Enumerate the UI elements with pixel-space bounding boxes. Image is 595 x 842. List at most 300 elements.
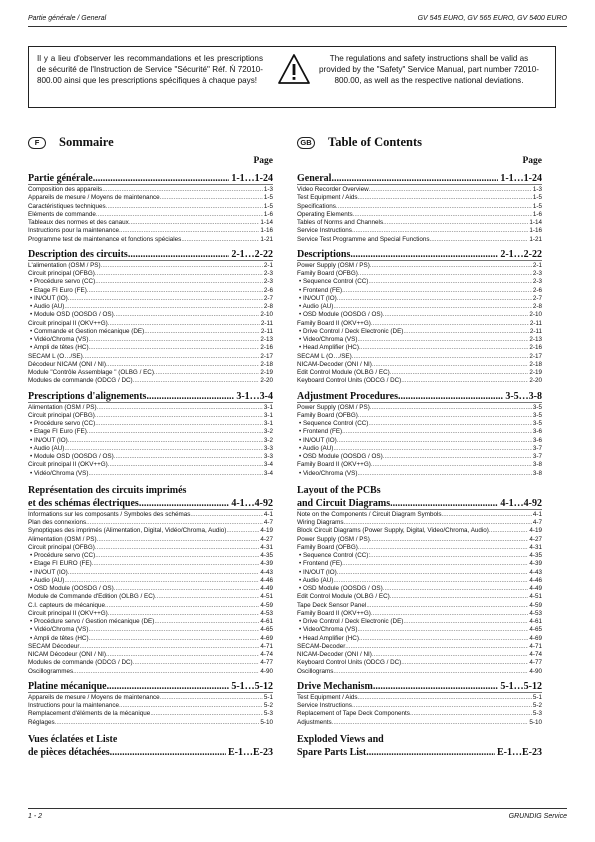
- dot-leader: [331, 173, 498, 184]
- entry-title: Tableaux des normes et des canaux: [28, 219, 129, 226]
- entry-page: 2-3: [532, 270, 542, 277]
- section-items: [297, 510, 542, 676]
- toc-entry: [28, 643, 273, 651]
- dot-leader: [190, 511, 263, 519]
- entry-title: • Vidéo/Chroma (VS): [30, 336, 89, 343]
- toc-section: [297, 391, 542, 478]
- section-page-range: 4-1…4-92: [500, 497, 542, 509]
- entry-page: 2-8: [263, 303, 273, 310]
- entry-title: • Audio (AU): [299, 444, 334, 452]
- entry-page: 4-69: [260, 634, 273, 642]
- dot-leader: [88, 336, 259, 344]
- entry-page: 3-4: [263, 469, 273, 477]
- toc-entry: [28, 445, 273, 453]
- section-title: Spare Parts List: [297, 746, 367, 758]
- dot-leader: [336, 203, 532, 211]
- section-title: Description des circuits: [28, 248, 128, 260]
- entry-title: • IN/OUT (IO): [30, 294, 68, 302]
- page-footer: [28, 808, 567, 822]
- toc-entry: [297, 287, 542, 295]
- entry-page: 3-5: [532, 420, 542, 427]
- entry-page: 2-20: [529, 377, 542, 385]
- entry-page: 2-17: [260, 352, 273, 360]
- toc-entry: [297, 511, 542, 519]
- toc-entry: [297, 262, 542, 270]
- entry-page: 1-14: [260, 219, 273, 226]
- entry-page: 2-3: [532, 278, 542, 286]
- toc-entry: [297, 544, 542, 552]
- entry-title: Circuit principal (OFBG): [28, 270, 95, 277]
- dot-leader: [89, 635, 260, 643]
- dot-leader: [333, 303, 531, 311]
- toc-entry: [28, 420, 273, 428]
- safety-warning-box: [28, 46, 556, 108]
- toc-entry: [28, 593, 273, 601]
- toc-entry: [297, 668, 542, 676]
- dot-leader: [332, 719, 529, 727]
- entry-page: 5-1: [532, 693, 542, 701]
- language-badge: GB: [297, 137, 315, 149]
- toc-entry: [28, 585, 273, 593]
- entry-page: 4-7: [532, 519, 542, 526]
- language-badge: F: [28, 137, 46, 149]
- entry-title: Service Instructions: [297, 702, 352, 709]
- entry-title: Family Board (OFBG): [297, 543, 358, 551]
- dot-leader: [442, 511, 532, 519]
- toc-column-english: [297, 136, 542, 759]
- dot-leader: [107, 681, 230, 692]
- safety-warning-fr: Il y a lieu d'observer les recommandations et les prescriptions de sécurité de l'Instruction de Service "Sécurité" Réf. Ń 72010-800.00 ainsi que les prescriptions spécifiques à chaque pays!: [37, 54, 263, 85]
- dot-leader: [358, 194, 532, 202]
- toc-entry: [297, 428, 542, 436]
- entry-title: Composition des appareils: [28, 186, 103, 193]
- toc-title: Sommaire: [59, 135, 114, 149]
- dot-leader: [383, 585, 529, 593]
- dot-leader: [73, 668, 259, 676]
- entry-title: • Procédure servo / Gestion mécanique (DE): [30, 618, 155, 625]
- entry-page: 1-5: [263, 202, 273, 210]
- dot-leader: [371, 461, 532, 469]
- entry-page: 2-20: [260, 377, 273, 385]
- toc-entry: [28, 659, 273, 667]
- dot-leader: [150, 710, 263, 718]
- dot-leader: [226, 527, 259, 535]
- toc-entry: [28, 694, 273, 702]
- section-page-range: 2-1…2-22: [500, 248, 542, 260]
- section-heading: [28, 747, 273, 759]
- entry-title: L'alimentation (OSM / PS): [28, 261, 101, 269]
- entry-title: • Vidéo/Chroma (VS): [30, 626, 89, 634]
- entry-page: 3-7: [532, 453, 542, 460]
- dot-leader: [97, 536, 260, 544]
- entry-title: • Etage FI Euro (FE): [30, 286, 87, 294]
- entry-title: • Procédure servo (CC): [30, 278, 96, 286]
- entry-page: 4-53: [529, 609, 542, 617]
- entry-title: Modules de commande (ODCG / DC): [28, 377, 133, 385]
- dot-leader: [102, 186, 263, 194]
- entry-title: Modules de commande (ODCG / DC): [28, 659, 133, 667]
- entry-page: 1-21: [529, 235, 542, 243]
- dot-leader: [114, 453, 263, 461]
- entry-page: 1-6: [532, 210, 542, 218]
- entry-title: • IN/OUT (IO): [30, 436, 68, 444]
- section-page-range: E-1…E-23: [497, 746, 542, 758]
- dot-leader: [119, 227, 259, 235]
- entry-title: • Video/Chroma (VS): [299, 626, 358, 634]
- entry-page: 3-3: [263, 453, 273, 460]
- entry-title: Instructions pour la maintenance: [28, 227, 120, 235]
- entry-page: 4-74: [529, 651, 542, 658]
- entry-title: Plan des connexions: [28, 519, 87, 526]
- entry-title: Circuit principal II (OKV++G): [28, 319, 108, 327]
- warning-triangle-icon: [277, 53, 311, 85]
- toc-entry: [28, 377, 273, 385]
- entry-title: Programme test de maintenance et fonctions spéciales: [28, 235, 182, 243]
- dot-leader: [146, 391, 234, 402]
- toc-entry: [297, 186, 542, 194]
- entry-page: 4-1: [263, 510, 273, 518]
- section-heading: [297, 498, 542, 510]
- entry-page: 3-6: [532, 428, 542, 436]
- toc-entry: [28, 311, 273, 319]
- entry-title: • OSD Module (OOSDG / OS): [299, 585, 383, 592]
- toc-entry: [28, 336, 273, 344]
- entry-page: 5-3: [263, 710, 273, 718]
- entry-title: • Ampli de têtes (HC): [30, 344, 89, 352]
- toc-entry: [28, 544, 273, 552]
- entry-title: Operating Elements: [297, 210, 353, 218]
- entry-title: Test Equipment / Aids: [297, 693, 358, 701]
- section-page-range: 1-1…1-24: [500, 173, 542, 184]
- entry-title: • Head Amplifier (HC): [299, 634, 359, 642]
- entry-title: • OSD Module (OOSDG / OS): [30, 585, 114, 592]
- entry-page: 4-46: [260, 576, 273, 584]
- toc-entry: [28, 437, 273, 445]
- toc-entry: [297, 694, 542, 702]
- toc-entry: [297, 336, 542, 344]
- toc-entry: [297, 270, 542, 278]
- entry-page: 4-27: [260, 535, 273, 543]
- entry-title: • Audio (AU): [30, 444, 65, 452]
- toc-entry: [28, 194, 273, 202]
- entry-page: 4-31: [529, 543, 542, 551]
- entry-page: 3-5: [532, 403, 542, 411]
- entry-page: 4-74: [260, 651, 273, 658]
- dot-leader: [368, 420, 531, 428]
- toc-entry: [28, 618, 273, 626]
- toc-entry: [28, 203, 273, 211]
- dot-leader: [95, 270, 263, 278]
- section-page-range: 5-1…5-12: [231, 680, 273, 692]
- entry-page: 2-11: [260, 319, 273, 327]
- entry-page: 5-2: [532, 702, 542, 709]
- entry-title: • Procédure servo (CC): [30, 420, 96, 427]
- dot-leader: [95, 412, 263, 420]
- dot-leader: [95, 552, 259, 560]
- entry-title: Power Supply (OSM / PS): [297, 403, 370, 411]
- entry-page: 3-2: [263, 436, 273, 444]
- toc-entry: [28, 278, 273, 286]
- toc-entry: [28, 651, 273, 659]
- entry-title: • Procédure servo (CC): [30, 552, 96, 559]
- toc-entry: [28, 412, 273, 420]
- dot-leader: [350, 249, 498, 260]
- toc-entry: [297, 602, 542, 610]
- entry-title: Replacement of Tape Deck Components: [297, 710, 410, 718]
- dot-leader: [337, 569, 529, 577]
- dot-leader: [68, 295, 263, 303]
- dot-leader: [370, 404, 532, 412]
- dot-leader: [383, 311, 529, 319]
- dot-leader: [155, 593, 260, 601]
- entry-page: 1-3: [263, 186, 273, 193]
- toc-section: [28, 249, 273, 386]
- dot-leader: [358, 270, 532, 278]
- dot-leader: [108, 610, 260, 618]
- dot-leader: [119, 702, 263, 710]
- toc-entry: [297, 377, 542, 385]
- entry-title: • Drive Control / Deck Electronic (DE): [299, 327, 404, 335]
- entry-page: 1-5: [532, 194, 542, 202]
- entry-title: • Head Amplifier (HC): [299, 344, 359, 352]
- section-heading: [28, 498, 273, 510]
- entry-page: 4-69: [529, 634, 542, 642]
- entry-title: NICAM-Decoder (ONI / NI): [297, 360, 372, 368]
- entry-page: 2-11: [529, 327, 542, 335]
- toc-entry: [28, 344, 273, 352]
- dot-leader: [97, 404, 263, 412]
- entry-page: 1-6: [263, 210, 273, 218]
- dot-leader: [345, 643, 528, 651]
- entry-page: 2-1: [532, 261, 542, 269]
- toc-entry: [297, 344, 542, 352]
- dot-leader: [68, 437, 263, 445]
- entry-page: 4-19: [529, 527, 542, 535]
- entry-title: Appareils de mesure / Moyens de maintenance: [28, 194, 160, 202]
- dot-leader: [105, 602, 259, 610]
- entry-page: 1-5: [263, 194, 273, 202]
- dot-leader: [369, 186, 532, 194]
- dot-leader: [106, 361, 259, 369]
- entry-title: Module de Commande d'Edition (OLBG / EC): [28, 593, 155, 601]
- dot-leader: [390, 593, 529, 601]
- toc-entry: [297, 278, 542, 286]
- toc-entry: [297, 643, 542, 651]
- entry-page: 4-59: [529, 601, 542, 609]
- dot-leader: [79, 643, 259, 651]
- toc-entry: [28, 361, 273, 369]
- entry-title: • Etage FI Euro (FE): [30, 428, 87, 436]
- entry-page: 2-16: [260, 344, 273, 352]
- section-heading: [297, 249, 542, 261]
- dot-leader: [87, 287, 263, 295]
- entry-page: 4-53: [260, 609, 273, 617]
- toc-entry: [28, 602, 273, 610]
- entry-title: NICAM-Decoder (ONI / NI): [297, 651, 372, 658]
- entry-title: Wiring Diagrams: [297, 519, 344, 526]
- section-title: Partie générale: [28, 173, 93, 184]
- toc-title: Table of Contents: [328, 135, 422, 149]
- toc-entry: [297, 536, 542, 544]
- entry-title: Note on the Components / Circuit Diagram Symbols: [297, 510, 442, 518]
- toc-entry: [28, 527, 273, 535]
- toc-entry: [297, 211, 542, 219]
- dot-leader: [370, 552, 528, 560]
- toc-sections: [28, 173, 273, 759]
- dot-leader: [372, 651, 529, 659]
- dot-leader: [342, 560, 528, 568]
- entry-page: 4-39: [529, 560, 542, 568]
- toc-section: [28, 391, 273, 478]
- dot-leader: [106, 651, 259, 659]
- dot-leader: [357, 470, 531, 478]
- entry-page: 5-2: [263, 702, 273, 709]
- entry-page: 2-3: [263, 278, 273, 286]
- entry-page: 4-77: [529, 659, 542, 667]
- entry-title: Block Circuit Diagrams (Power Supply, Digital, Video/Chroma, Audio): [297, 527, 489, 535]
- section-title-line1: Layout of the PCBs: [297, 484, 381, 496]
- dot-leader: [358, 694, 532, 702]
- entry-page: 4-90: [260, 667, 273, 675]
- entry-page: 2-18: [529, 360, 542, 368]
- entry-page: 3-8: [532, 469, 542, 477]
- toc-entry: [297, 461, 542, 469]
- dot-leader: [92, 560, 260, 568]
- toc-entry: [28, 227, 273, 235]
- dot-leader: [410, 710, 532, 718]
- entry-title: Specifications: [297, 202, 336, 210]
- entry-page: 4-71: [260, 642, 273, 650]
- entry-page: 4-90: [529, 667, 542, 675]
- dot-leader: [371, 610, 529, 618]
- dot-leader: [357, 626, 528, 634]
- toc-entry: [297, 560, 542, 568]
- page-column-label: Page: [253, 156, 273, 166]
- safety-warning-en: The regulations and safety instructions shall be valid as provided by the "Safety" Service Manual, part number 72010-800.00, as well as the respective national deviations.: [319, 54, 539, 85]
- toc-section: [28, 681, 273, 727]
- section-heading: [297, 391, 542, 403]
- entry-page: 2-7: [263, 294, 273, 302]
- dot-leader: [352, 702, 532, 710]
- section-items: [28, 261, 273, 386]
- toc-entry: [297, 626, 542, 634]
- entry-page: 4-7: [263, 519, 273, 526]
- dot-leader: [64, 445, 262, 453]
- toc-entry: [297, 328, 542, 336]
- toc-entry: [28, 536, 273, 544]
- dot-leader: [114, 311, 260, 319]
- dot-leader: [95, 544, 260, 552]
- dot-leader: [430, 236, 529, 244]
- toc-section: [28, 173, 273, 244]
- entry-title: SECAM Décodeur: [28, 642, 80, 650]
- toc-entry: [28, 236, 273, 244]
- toc-entry: [28, 211, 273, 219]
- toc-entry: [297, 353, 542, 361]
- entry-title: Réglages: [28, 718, 55, 726]
- entry-page: 4-39: [260, 560, 273, 568]
- entry-page: 4-51: [529, 593, 542, 601]
- entry-title: Keyboard Control Units (ODCG / DC): [297, 659, 402, 667]
- entry-title: Module "Contrôle Assemblage " (OLBG / EC): [28, 369, 154, 376]
- toc-entry: [297, 437, 542, 445]
- dot-leader: [95, 278, 263, 286]
- toc-entry: [297, 453, 542, 461]
- dot-leader: [372, 361, 529, 369]
- entry-page: 3-5: [532, 411, 542, 419]
- section-heading: [28, 391, 273, 403]
- entry-title: Family Board II (OKV++G): [297, 319, 371, 327]
- toc-entry: [297, 236, 542, 244]
- dot-leader: [344, 519, 532, 527]
- toc-entry: [297, 404, 542, 412]
- toc-entry: [297, 420, 542, 428]
- entry-title: Alimentation (OSM / PS): [28, 403, 97, 411]
- section-heading: [28, 681, 273, 693]
- dot-leader: [86, 519, 263, 527]
- entry-title: Tables of Norms and Channels: [297, 219, 384, 226]
- entry-title: • Commande et Gestion mécanique (DE): [30, 327, 145, 335]
- entry-title: • Sequence Control (CC):: [299, 552, 371, 559]
- entry-page: 2-16: [529, 344, 542, 352]
- entry-title: Remplacement d'éléments de la mécanique: [28, 710, 151, 718]
- entry-title: Informations sur les composants / Symboles des schémas: [28, 510, 191, 518]
- section-page-range: E-1…E-23: [228, 746, 273, 758]
- entry-page: 2-7: [532, 294, 542, 302]
- entry-title: SECAM L (O…/SE): [297, 352, 352, 360]
- entry-page: 4-51: [260, 593, 273, 601]
- toc-entry: [28, 569, 273, 577]
- toc-entry: [297, 295, 542, 303]
- entry-title: Edit Control Module (OLBG / EC): [297, 593, 390, 601]
- dot-leader: [489, 527, 528, 535]
- toc-entry: [28, 428, 273, 436]
- dot-leader: [108, 320, 260, 328]
- entry-title: • Ampli de têtes (HC): [30, 634, 89, 642]
- toc-entry: [297, 719, 542, 727]
- dot-leader: [160, 194, 263, 202]
- toc-entry: [28, 626, 273, 634]
- toc-section: [28, 485, 273, 676]
- section-title: General: [297, 173, 332, 184]
- section-items: [297, 261, 542, 386]
- toc-entry: [297, 651, 542, 659]
- entry-title: Circuit principal (OFBG): [28, 411, 95, 419]
- entry-page: 2-11: [260, 327, 273, 335]
- toc-entry: [297, 610, 542, 618]
- toc-heading: [28, 136, 273, 154]
- dot-leader: [68, 569, 260, 577]
- dot-leader: [342, 428, 532, 436]
- dot-leader: [110, 747, 226, 758]
- dot-leader: [342, 287, 532, 295]
- toc-entry: [28, 186, 273, 194]
- entry-title: • Module OSD (OOSDG / OS): [30, 453, 114, 460]
- entry-page: 3-4: [263, 461, 273, 469]
- toc-column-french: [28, 136, 273, 759]
- entry-page: 4-35: [529, 552, 542, 559]
- section-heading: [28, 173, 273, 185]
- entry-page: 4-35: [260, 552, 273, 559]
- entry-title: Service Instructions: [297, 227, 352, 235]
- dot-leader: [371, 320, 529, 328]
- section-page-range: 3-1…3-4: [236, 390, 273, 402]
- section-heading: [28, 249, 273, 261]
- toc-entry: [297, 470, 542, 478]
- section-title: Prescriptions d'alignements: [28, 390, 147, 402]
- entry-page: 4-71: [529, 642, 542, 650]
- section-page-range: 2-1…2-22: [231, 248, 273, 260]
